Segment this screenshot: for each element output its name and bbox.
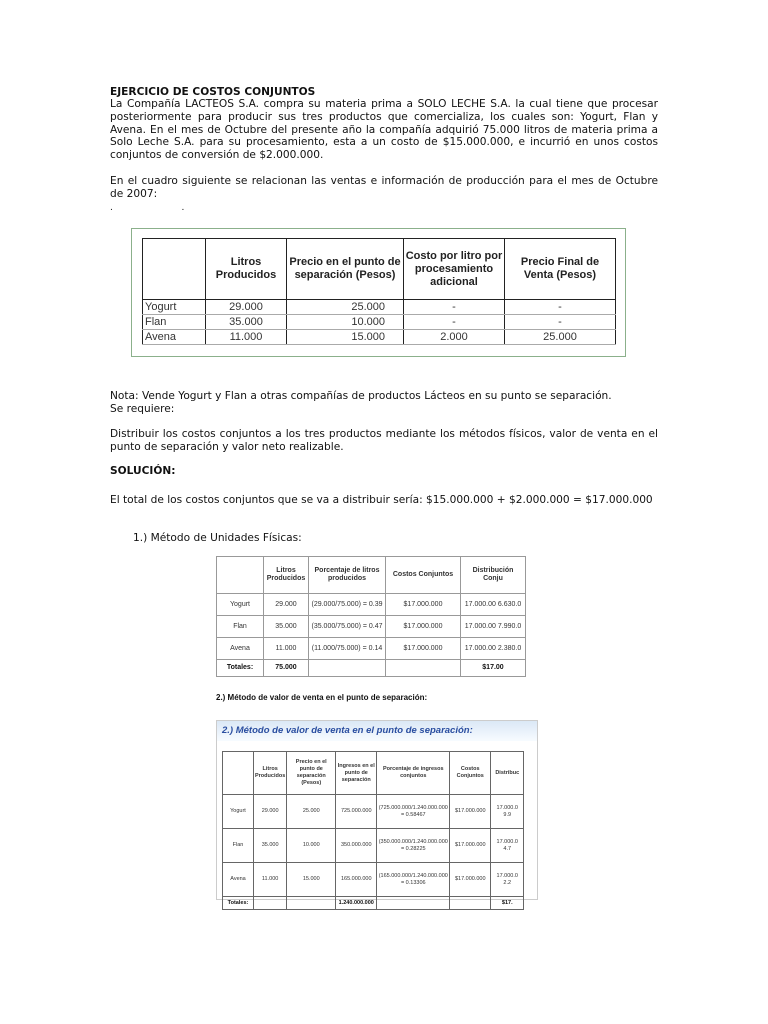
header-cell: Distribuc (491, 752, 524, 795)
header-cell (217, 557, 264, 594)
physical-units-table-image (216, 556, 536, 673)
cell (309, 660, 386, 677)
header-cell: Costos Conjuntos (386, 557, 461, 594)
cell: (29.000/75.000) = 0.39 (309, 594, 386, 616)
cell: 2.000 (404, 330, 505, 345)
header-cell: Precio en el punto de separación (Pesos) (287, 752, 336, 795)
cell: 17.000.0 4.7 (491, 829, 524, 863)
cell: 11.000 (264, 638, 309, 660)
header-cell: Porcentaje de ingresos conjuntos (377, 752, 450, 795)
cell: 35.000 (254, 829, 287, 863)
cell: Flan (143, 315, 206, 330)
cell: Yogurt (143, 300, 206, 315)
cell: (725.000.000/1.240.000.000 = 0.58467 (377, 795, 450, 829)
method-2-caption: 2.) Método de valor de venta en el punto de separación: (216, 693, 428, 702)
cell: - (505, 300, 616, 315)
cell (254, 897, 287, 910)
cell: Avena (217, 638, 264, 660)
cell: $17.000.000 (386, 616, 461, 638)
sales-value-table-image (216, 720, 538, 906)
header-cell: Precio Final de Venta (Pesos) (505, 239, 616, 300)
cell: $17.000.000 (450, 795, 491, 829)
cell: Flan (223, 829, 254, 863)
cell: Yogurt (223, 795, 254, 829)
cell: 17.000.00 6.630.0 (461, 594, 526, 616)
production-table-image (131, 228, 626, 357)
header-cell: Precio en el punto de separación (Pesos) (287, 239, 404, 300)
cell: 15.000 (287, 330, 404, 345)
header-cell: Litros Producidos (254, 752, 287, 795)
table-row (143, 315, 616, 330)
total-text: El total de los costos conjuntos que se va a distribuir sería: $15.000.000 + $2.000.000 = $17.000.000 (110, 494, 653, 506)
cell: 25.000 (505, 330, 616, 345)
cell: Avena (223, 863, 254, 897)
cell: (350.000.000/1.240.000.000 = 0.28225 (377, 829, 450, 863)
cell: 17.000.00 2.380.0 (461, 638, 526, 660)
header-cell: Porcentaje de litros producidos (309, 557, 386, 594)
requirement-text: Distribuir los costos conjuntos a los tres productos mediante los métodos físicos, valor de venta en el punto de separación y valor neto realizable. (110, 428, 658, 453)
cell: Totales: (223, 897, 254, 910)
cell: 17.000.0 2.2 (491, 863, 524, 897)
cell: (35.000/75.000) = 0.47 (309, 616, 386, 638)
cell: (165.000.000/1.240.000.000 = 0.13306 (377, 863, 450, 897)
table-row (223, 863, 524, 897)
cell: $17.00 (461, 660, 526, 677)
production-table (142, 238, 616, 345)
cell: - (404, 300, 505, 315)
exercise-title: EJERCICIO DE COSTOS CONJUNTOS (110, 86, 316, 98)
cell: 25.000 (287, 795, 336, 829)
cell: 25.000 (287, 300, 404, 315)
header-cell: Costo por litro por procesamiento adicional (404, 239, 505, 300)
cell: $17.000.000 (450, 863, 491, 897)
cell: - (505, 315, 616, 330)
table-row (217, 594, 526, 616)
dot-marks: . . (110, 203, 185, 213)
header-cell: Litros Producidos (206, 239, 287, 300)
cell: $17.000.000 (386, 594, 461, 616)
cell: 17.000.00 7.990.0 (461, 616, 526, 638)
cell (377, 897, 450, 910)
cell (450, 897, 491, 910)
sales-value-table (222, 751, 524, 910)
cell: (11.000/75.000) = 0.14 (309, 638, 386, 660)
header-cell (143, 239, 206, 300)
cell: 15.000 (287, 863, 336, 897)
sales-value-table-title: 2.) Método de valor de venta en el punto de separación: (217, 721, 537, 741)
cell: 165.000.000 (336, 863, 377, 897)
cell: Avena (143, 330, 206, 345)
header-cell: Costos Conjuntos (450, 752, 491, 795)
cell: 29.000 (206, 300, 287, 315)
table-row (143, 300, 616, 315)
header-cell: Ingresos en el punto de separación (336, 752, 377, 795)
cell: 29.000 (264, 594, 309, 616)
cell: 725.000.000 (336, 795, 377, 829)
cell: $17. (491, 897, 524, 910)
cell: 10.000 (287, 315, 404, 330)
table-row (143, 330, 616, 345)
cell: 10.000 (287, 829, 336, 863)
cell: 17.000.0 9.9 (491, 795, 524, 829)
method-1-heading: 1.) Método de Unidades Físicas: (133, 532, 302, 544)
cell: Yogurt (217, 594, 264, 616)
cell: 11.000 (206, 330, 287, 345)
requirement-label: Se requiere: (110, 403, 175, 415)
cell (287, 897, 336, 910)
table-row (223, 795, 524, 829)
solution-heading: SOLUCIÓN: (110, 465, 176, 477)
physical-units-table (216, 556, 526, 677)
note-text: Nota: Vende Yogurt y Flan a otras compañías de productos Lácteos en su punto se separación. (110, 390, 612, 402)
totals-row (217, 660, 526, 677)
cell: 35.000 (264, 616, 309, 638)
intro-paragraph: La Compañía LACTEOS S.A. compra su materia prima a SOLO LECHE S.A. la cual tiene que procesar posteriormente para producir sus tres productos que comercializa, los cuales son: Yogurt, Flan y Avena. En el mes de Octubre del presente año la compañía adquirió 75.000 litros de materia prima a Solo Leche S.A. para su procesamiento, esta a un costo de $15.000.000, e incurrió en unos costos conjuntos de conversión de $2.000.000. (110, 98, 658, 162)
cell: $17.000.000 (386, 638, 461, 660)
cell: 1.240.000.000 (336, 897, 377, 910)
cell (386, 660, 461, 677)
table-row (217, 616, 526, 638)
cell: Totales: (217, 660, 264, 677)
cell: 75.000 (264, 660, 309, 677)
cell: Flan (217, 616, 264, 638)
cell: 29.000 (254, 795, 287, 829)
header-cell (223, 752, 254, 795)
intro-paragraph-2: En el cuadro siguiente se relacionan las ventas e información de producción para el mes de Octubre de 2007: (110, 175, 658, 200)
table-row (223, 829, 524, 863)
header-cell: Distribución Conju (461, 557, 526, 594)
totals-row (223, 897, 524, 910)
cell: 350.000.000 (336, 829, 377, 863)
cell: 35.000 (206, 315, 287, 330)
cell: - (404, 315, 505, 330)
header-cell: Litros Producidos (264, 557, 309, 594)
cell: 11.000 (254, 863, 287, 897)
table-row (217, 638, 526, 660)
cell: $17.000.000 (450, 829, 491, 863)
